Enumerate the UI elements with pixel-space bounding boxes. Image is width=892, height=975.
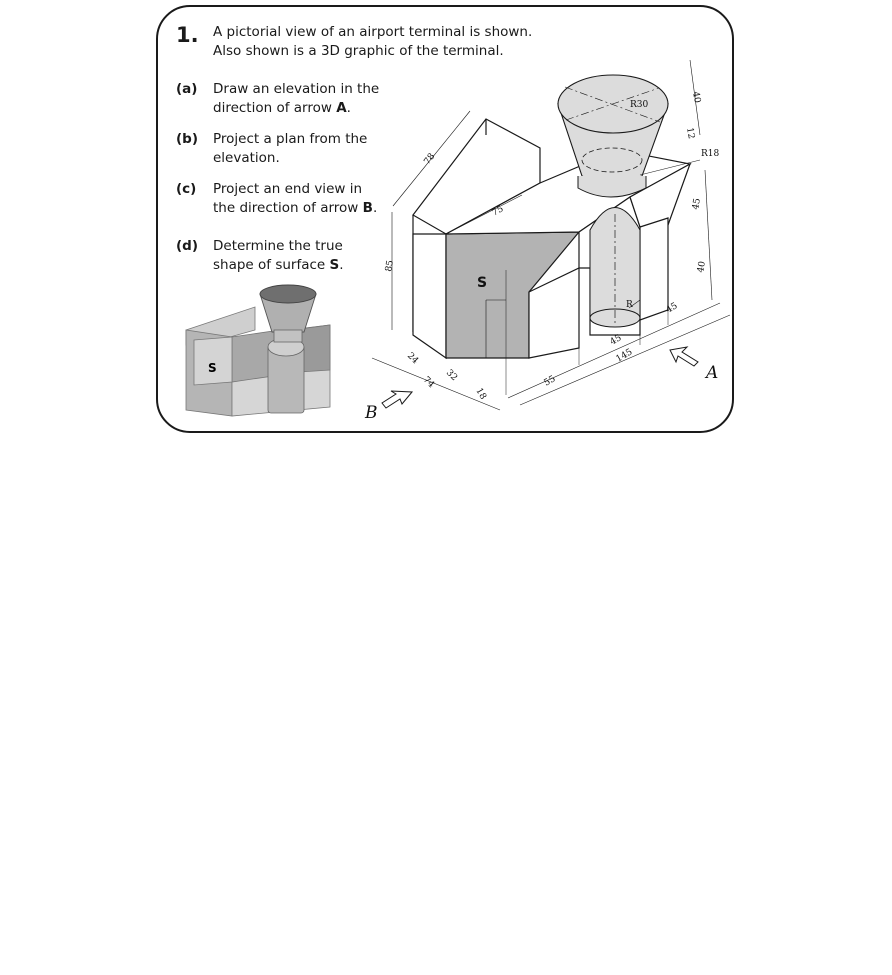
arrow-b-icon — [382, 391, 412, 408]
dim-12: 12 — [684, 126, 696, 140]
graphic-3d — [186, 285, 330, 416]
pictorial-drawing — [413, 75, 690, 395]
dim-45-right: 45 — [691, 197, 703, 211]
intro-line-1: A pictorial view of an airport terminal is shown. — [213, 24, 533, 40]
dim-32: 32 — [443, 368, 460, 384]
arrow-a-icon — [670, 347, 698, 366]
part-label: (a) — [176, 81, 198, 97]
part-text: Draw an elevation in the direction of arrow A. — [213, 81, 380, 116]
part-text: Project an end view in the direction of arrow B. — [213, 181, 378, 216]
dim-55: 55 — [542, 374, 558, 389]
dim-24: 24 — [404, 351, 421, 367]
question-number: 1. — [176, 23, 199, 47]
arrow-a-label: A — [706, 363, 719, 383]
part-text: Project a plan from the elevation. — [213, 131, 368, 166]
part-label: (c) — [176, 181, 197, 197]
dim-18: 18 — [473, 386, 488, 402]
dim-r30: R30 — [630, 100, 649, 110]
dim-r18: R18 — [701, 149, 720, 159]
dim-45-b: 45 — [608, 333, 624, 348]
dim-85: 85 — [384, 259, 396, 273]
dim-40-top: 40 — [690, 90, 702, 104]
part-label: (b) — [176, 131, 199, 147]
dim-40-right: 40 — [696, 260, 708, 274]
dim-145: 145 — [614, 347, 635, 365]
dim-r: R — [626, 300, 633, 310]
part-text: Determine the true shape of surface S. — [213, 238, 344, 273]
arrow-b-label: B — [365, 403, 378, 423]
dim-45-a: 45 — [664, 301, 680, 316]
graphic-surface-label: S — [208, 361, 217, 375]
dim-78: 78 — [422, 151, 438, 167]
surface-s-label: S — [477, 275, 488, 291]
part-label: (d) — [176, 238, 199, 254]
dim-75: 75 — [490, 204, 506, 219]
dim-74: 74 — [420, 375, 437, 391]
intro-line-2: Also shown is a 3D graphic of the terminal. — [213, 43, 504, 59]
